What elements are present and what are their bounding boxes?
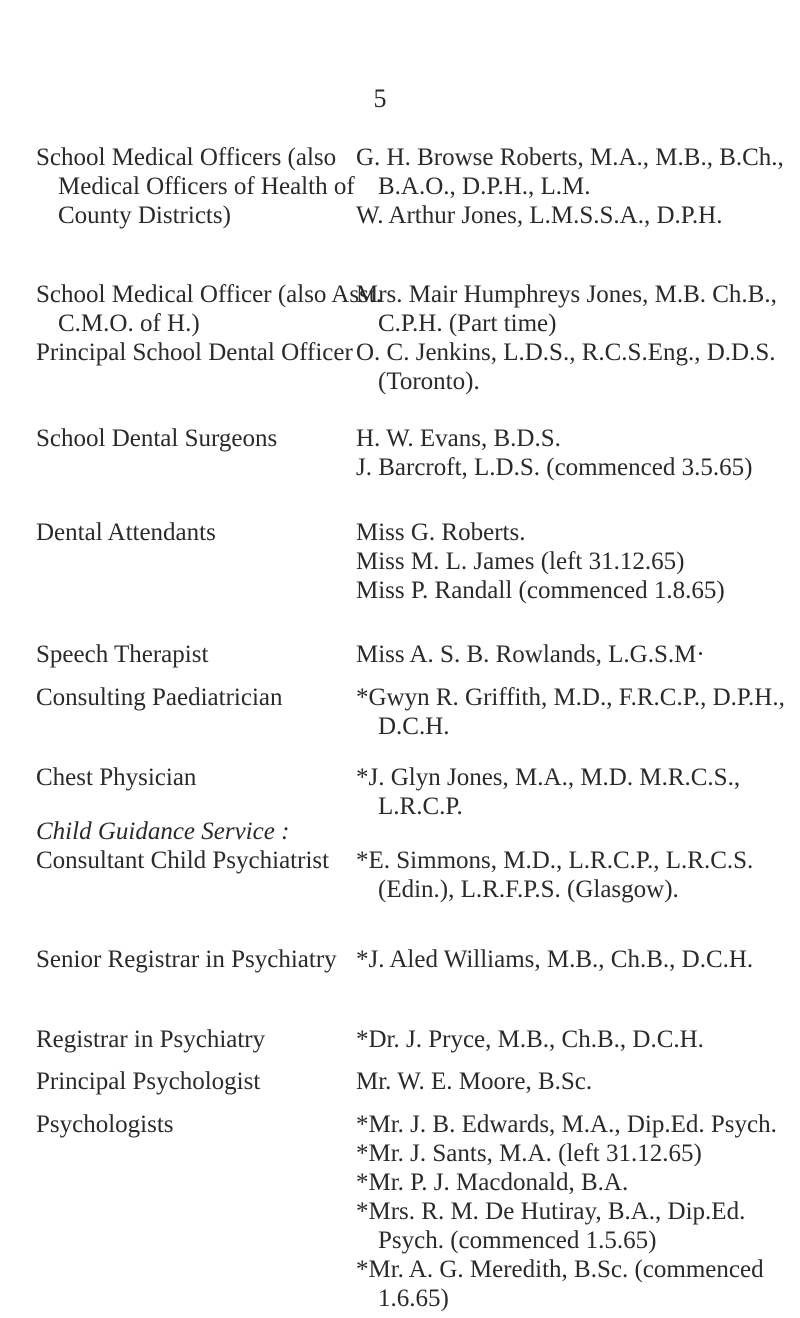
role-text: Consulting Paediatrician (36, 684, 283, 711)
staff-entry: Miss A. S. B. Rowlands, L.G.S.M· (356, 641, 705, 668)
names-list (356, 683, 796, 741)
staff-entry: *J. Aled Williams, M.B., Ch.B., D.C.H. (356, 946, 754, 973)
names-list (356, 338, 796, 396)
role-label (36, 1110, 393, 1139)
role-text: School Medical Officers (also Medical Officers of Health of County Districts) (36, 144, 355, 229)
section-heading: Child Guidance Service : (36, 818, 290, 845)
staff-entry: *Mr. A. G. Meredith, B.Sc. (commenced 1.6.65) (356, 1256, 764, 1312)
staff-entry: *Mr. J. Sants, M.A. (left 31.12.65) (356, 1140, 702, 1167)
names-list (356, 1067, 796, 1096)
staff-entry: *Dr. J. Pryce, M.B., Ch.B., D.C.H. (356, 1026, 704, 1053)
names-list (356, 143, 796, 230)
staff-entry: Miss P. Randall (commenced 1.8.65) (356, 577, 725, 604)
names-list (356, 1110, 796, 1313)
role-label (36, 763, 393, 792)
role-text: Senior Registrar in Psychiatry (36, 946, 337, 973)
role-text: Principal Psychologist (36, 1068, 261, 1095)
role-label (36, 1067, 393, 1096)
names-list (356, 640, 796, 669)
staff-entry: Miss G. Roberts. (356, 519, 526, 546)
role-text: Registrar in Psychiatry (36, 1026, 266, 1053)
staff-entry: *Gwyn R. Griffith, M.D., F.R.C.P., D.P.H., D.C.H. (356, 684, 785, 740)
role-text: School Dental Surgeons (36, 425, 278, 452)
role-text: Chest Physician (36, 764, 197, 791)
staff-entry: *Mrs. R. M. De Hutiray, B.A., Dip.Ed. Psych. (commenced 1.5.65) (356, 1198, 746, 1254)
role-text: Principal School Dental Officer (36, 339, 353, 366)
role-label (36, 518, 393, 547)
role-text: School Medical Officer (also Asst. C.M.O. of H.) (36, 281, 382, 337)
names-list (356, 518, 796, 605)
names-list (356, 846, 796, 904)
names-list (356, 1025, 796, 1054)
page-number: 5 (373, 84, 387, 113)
staff-entry: G. H. Browse Roberts, M.A., M.B., B.Ch., B.A.O., D.P.H., L.M. (356, 144, 784, 200)
names-list (356, 763, 796, 821)
role-text: Psychologists (36, 1111, 174, 1138)
role-label (36, 338, 393, 367)
staff-entry: Miss M. L. James (left 31.12.65) (356, 548, 685, 575)
role-text: Consultant Child Psychiatrist (36, 847, 330, 874)
staff-entry: *J. Glyn Jones, M.A., M.D. M.R.C.S., L.R.C.P. (356, 764, 741, 820)
role-label (36, 640, 393, 669)
staff-entry: H. W. Evans, B.D.S. (356, 425, 561, 452)
role-label (36, 817, 393, 875)
names-list (356, 945, 796, 974)
names-list (356, 424, 796, 482)
role-label (36, 945, 393, 974)
role-label (36, 280, 393, 338)
staff-entry: *Mr. P. J. Macdonald, B.A. (356, 1169, 629, 1196)
staff-entry: J. Barcroft, L.D.S. (commenced 3.5.65) (356, 454, 753, 481)
role-label (36, 683, 393, 712)
role-text: Speech Therapist (36, 641, 209, 668)
staff-entry: Mr. W. E. Moore, B.Sc. (356, 1068, 593, 1095)
role-label (36, 143, 393, 230)
staff-entry: O. C. Jenkins, L.D.S., R.C.S.Eng., D.D.S. (Toronto). (356, 339, 776, 395)
staff-entry: *Mr. J. B. Edwards, M.A., Dip.Ed. Psych. (356, 1111, 777, 1138)
staff-entry: W. Arthur Jones, L.M.S.S.A., D.P.H. (356, 202, 723, 229)
role-label (36, 424, 393, 453)
staff-entry: *E. Simmons, M.D., L.R.C.P., L.R.C.S. (Edin.), L.R.F.P.S. (Glasgow). (356, 847, 754, 903)
role-label (36, 1025, 393, 1054)
staff-entry: Mrs. Mair Humphreys Jones, M.B. Ch.B., C.P.H. (Part time) (356, 281, 777, 337)
role-text: Dental Attendants (36, 519, 216, 546)
names-list (356, 280, 796, 338)
